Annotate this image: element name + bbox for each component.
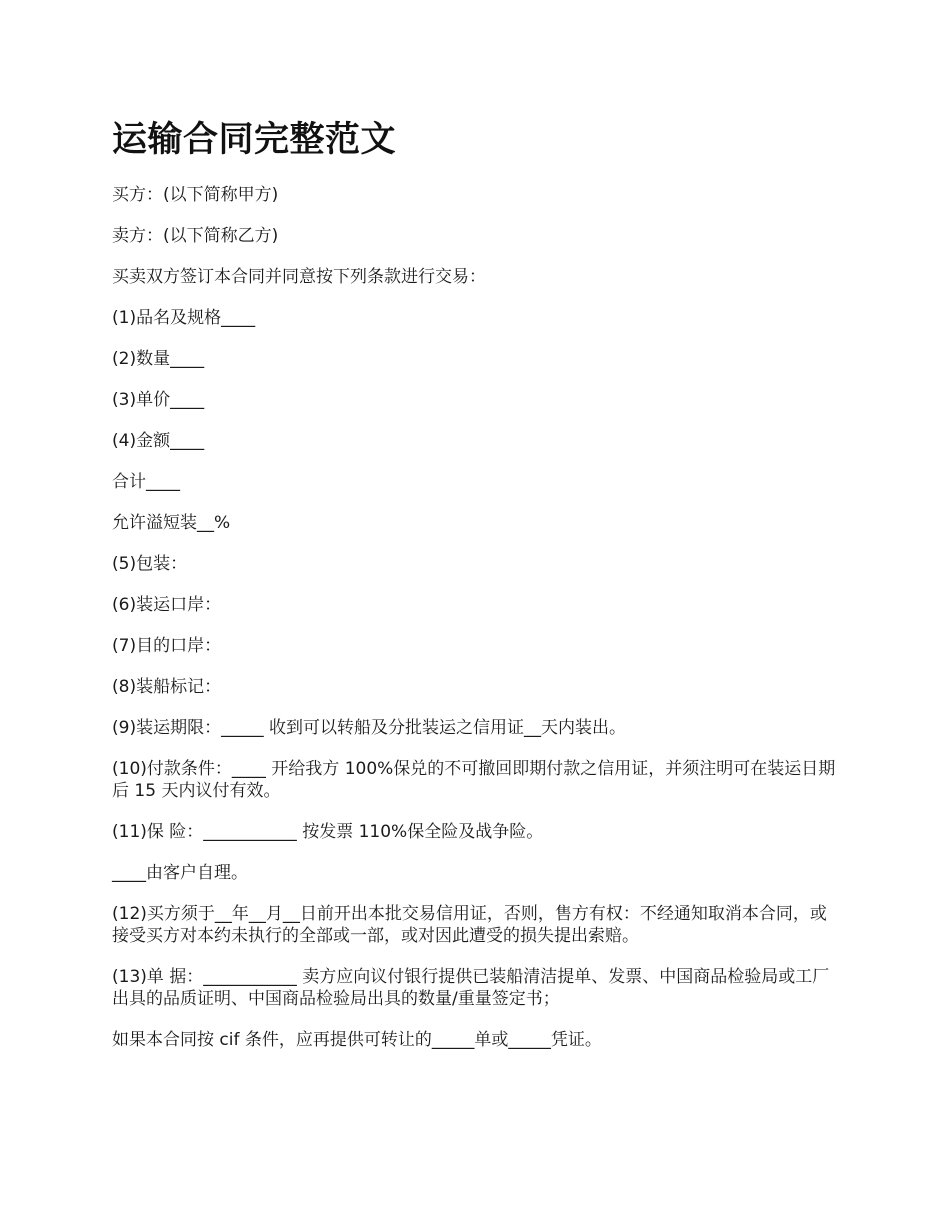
clause-payment-terms: (10)付款条件：____ 开给我方 100%保兑的不可撤回即期付款之信用证，并须注明可在装运日期后 15 天内议付有效。 <box>112 759 836 801</box>
clause-documents: (13)单 据：___________ 卖方应向议付银行提供已装船清洁提单、发票、中国商品检验局或工厂出具的品质证明、中国商品检验局出具的数量/重量签定书； <box>112 967 830 1009</box>
clause-letter-of-credit: (12)买方须于__年__月__日前开出本批交易信用证，否则，售方有权：不经通知取消本合同，或接受买方对本约未执行的全部或一部，或对因此遭受的损失提出索赔。 <box>112 904 827 946</box>
clause-shipping-marks: (8)装船标记： <box>112 677 222 697</box>
clause-quantity: (2)数量____ <box>112 349 205 369</box>
clause-product-spec: (1)品名及规格____ <box>112 308 256 328</box>
clause-insurance-customer: ____由客户自理。 <box>112 863 248 883</box>
clause-destination-port: (7)目的口岸： <box>112 636 222 656</box>
paragraph-buyer: 买方：(以下简称甲方) <box>112 185 279 205</box>
clause-insurance: (11)保 险：___________ 按发票 110%保全险及战争险。 <box>112 822 544 842</box>
clause-amount: (4)金额____ <box>112 431 205 451</box>
clause-total: 合计____ <box>112 472 180 492</box>
clause-tolerance: 允许溢短装__% <box>112 513 231 533</box>
clause-shipment-time: (9)装运期限：_____ 收到可以转船及分批装运之信用证__天内装出。 <box>112 718 626 738</box>
clause-packing: (5)包装： <box>112 554 188 574</box>
clause-cif-documents: 如果本合同按 cif 条件，应再提供可转让的_____单或_____凭证。 <box>112 1030 602 1050</box>
clause-loading-port: (6)装运口岸： <box>112 595 222 615</box>
document-title: 运输合同完整范文 <box>112 120 397 160</box>
clause-unit-price: (3)单价____ <box>112 390 205 410</box>
paragraph-intro: 买卖双方签订本合同并同意按下列条款进行交易： <box>112 267 486 287</box>
paragraph-seller: 卖方：(以下简称乙方) <box>112 226 279 246</box>
